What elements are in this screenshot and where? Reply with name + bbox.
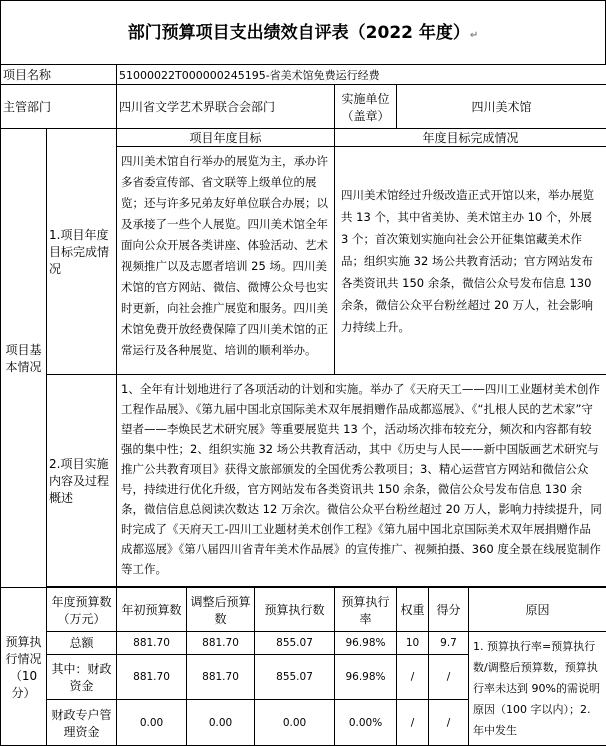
row1-goal-text: 四川美术馆自行举办的展览为主，承办许多省委宣传部、省文联等上级单位的展览；还与许多兄弟友好单位联合办展；以及承接了一些个人展览。四川美术馆全年面向公众开展各类讲座、体验活动、艺术视频推广以及志愿者培训 25 场。四川美术馆的官方网站、微信、微博公众号也实时更新，向社会推广展览和服务。四川美术馆免费开放经费保障了四川美术馆的正常运行及各种展览、培训的顺利举办。 — [117, 147, 335, 375]
completion-header: 年度目标完成情况 — [335, 129, 606, 147]
reason-text: 1. 预算执行率=预算执行数/调整后预算数，预算执行率未达到 90%的需说明原因（100 字以内）；2. 年中发生 — [469, 632, 606, 746]
row2-label: 2.项目实施内容及过程概述 — [47, 375, 117, 587]
project-name-value: 51000022T000000245195-省美术馆免费运行经费 — [117, 65, 606, 85]
budget-row-label: 财政专户管理资金 — [47, 700, 117, 746]
budget-header-executed: 预算执行数 — [255, 588, 335, 632]
budget-executed: 0.00 — [255, 700, 335, 746]
budget-header-annual: 年度预算数（万元） — [47, 588, 117, 632]
budget-label: 预算执行情况（10 分） — [1, 588, 47, 746]
budget-row-label: 总额 — [47, 632, 117, 655]
budget-score: / — [429, 700, 469, 746]
budget-adjusted: 881.70 — [187, 632, 255, 655]
impl-unit-label: 实施单位（盖章） — [335, 85, 397, 129]
budget-initial: 881.70 — [117, 654, 187, 700]
budget-initial: 881.70 — [117, 632, 187, 655]
budget-header-adjusted: 调整后预算数 — [187, 588, 255, 632]
budget-rate: 96.98% — [335, 632, 397, 655]
project-name-label: 项目名称 — [1, 65, 117, 85]
dept-label: 主管部门 — [1, 85, 117, 129]
budget-score: 9.7 — [429, 632, 469, 655]
budget-header-rate: 预算执行率 — [335, 588, 397, 632]
budget-score: / — [429, 654, 469, 700]
budget-rate: 0.00% — [335, 700, 397, 746]
budget-header-weight: 权重 — [397, 588, 429, 632]
row1-completion-text: 四川美术馆经过升级改造正式开馆以来，举办展览共 13 个，其中省美协、美术馆主办 10 个，外展 3 个；首次策划实施向社会公开征集馆藏美术作品；组织实施 32 场公共教育活动；官方网站发布各类资讯共 150 余条，微信公众号发布信息 130 余条，微信公众平台粉丝超过 20 万人，社会影响力持续上升。 — [335, 147, 606, 375]
row2-text: 1、全年有计划地进行了各项活动的计划和实施。举办了《天府天工——四川工业题材美术创作工程作品展》、《第九届中国北京国际美术双年展捐赠作品成都巡展》、《“扎根人民的艺术家”守望者——李焕民艺术研究展》等重要展览共 13 个，活动场次排布较充分，频次和内容都有较强的集中性；2、组织实施 32 场公共教育活动，其中《历史与人民——新中国版画艺术研究与推广公共教育项目》获得文旅部颁发的全国优秀公教项目；3、精心运营官方网站和微信公众号，持续进行优化升级，官方网站发布各类资讯共 150 余条，微信公众号发布信息 130 余条，微信信息总阅读次数达 12 万余次。微信公众平台粉丝超过 20 万人，影响力持续提升，同时完成了《天府天工-四川工业题材美术创作工程》《第九届中国北京国际美术双年展捐赠作品成都巡展》《第八届四川省青年美术作品展》的宣传推广、视频拍摄、360 度全景在线展览制作等工作。 — [117, 375, 606, 587]
goal-header: 项目年度目标 — [117, 129, 335, 147]
evaluation-table — [0, 64, 606, 746]
impl-unit-value: 四川美术馆 — [397, 85, 606, 129]
budget-weight: / — [397, 700, 429, 746]
budget-header-score: 得分 — [429, 588, 469, 632]
budget-rate: 96.98% — [335, 654, 397, 700]
budget-weight: 10 — [397, 632, 429, 655]
budget-adjusted: 0.00 — [187, 700, 255, 746]
budget-adjusted: 881.70 — [187, 654, 255, 700]
budget-executed: 855.07 — [255, 654, 335, 700]
page-title: 部门预算项目支出绩效自评表（2022 年度）↵ — [0, 0, 606, 64]
return-mark-icon: ↵ — [469, 30, 479, 41]
row1-label: 1.项目年度目标完成情况 — [47, 129, 117, 375]
budget-header-initial: 年初预算数 — [117, 588, 187, 632]
budget-executed: 855.07 — [255, 632, 335, 655]
budget-initial: 0.00 — [117, 700, 187, 746]
budget-weight: / — [397, 654, 429, 700]
budget-row-label: 其中：财政资金 — [47, 654, 117, 700]
dept-value: 四川省文学艺术界联合会部门 — [117, 85, 335, 129]
basic-info-label: 项目基本情况 — [1, 129, 47, 588]
budget-header-reason: 原因 — [469, 588, 606, 632]
